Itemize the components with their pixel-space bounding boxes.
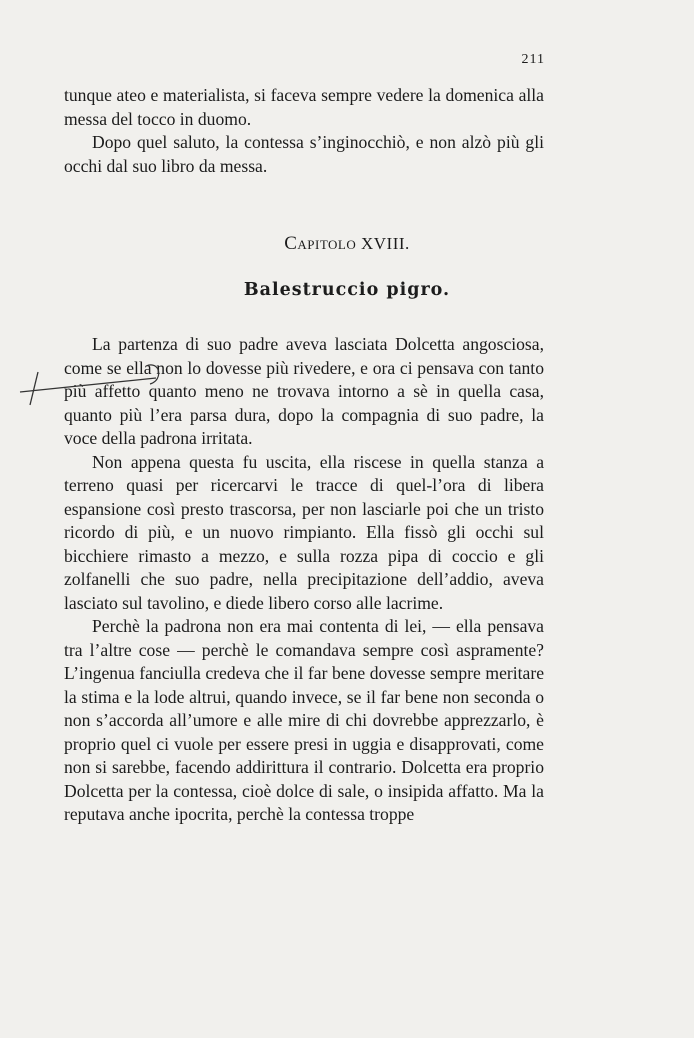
paragraph: Dopo quel saluto, la contessa s’inginocchiò, e non alzò più gli occhi dal suo libro da messa. — [64, 132, 544, 176]
page-number: 211 — [521, 52, 545, 67]
chapter-title: Balestruccio pigro. — [243, 280, 451, 300]
chapter-label-rest: APITOLO — [297, 237, 357, 252]
chapter-label-initial: C — [284, 233, 298, 254]
paragraph: Perchè la padrona non era mai contenta di lei, — ella pensava tra l’altre cose — perchè le comandava sempre così aspramente? L’ingenua fanciulla credeva che il far bene dovesse sempre meritare la stima e la lode altrui, quando invece, se il far bene non seconda o non s’accorda all’umore e alle mire di chi dovrebbe apprezzarlo, è proprio quel ci vuole per essere presi in uggia e disapprovati, come non si sarebbe, facendo addirittura il contrario. Dolcetta era proprio Dolcetta per la contessa, cioè dolce di sale, o insipida affatto. Ma la reputava anche ipocrita, perchè la contessa troppe — [64, 616, 544, 824]
body-text-block — [64, 333, 544, 827]
chapter-heading — [0, 233, 694, 255]
paragraph: tunque ateo e materialista, si faceva sempre vedere la domenica alla messa del tocco in duomo. — [64, 85, 544, 129]
chapter-number: XVIII. — [361, 234, 410, 253]
top-text-block — [64, 84, 544, 178]
paragraph: Non appena questa fu uscita, ella riscese in quella stanza a terreno quasi per ricercarvi le tracce di quel-l’ora di libera espansione così presto trascorsa, per non lasciarle poi che un tristo ricordo di più, e un nuovo rimpianto. Ella fissò gli occhi sul bicchiere rimasto a mezzo, e sulla rozza pipa di coccio e gli zolfanelli che suo padre, nella precipitazione dell’addio, aveva lasciato sul tavolino, e diede libero corso alle lacrime. — [64, 451, 544, 613]
paragraph: La partenza di suo padre aveva lasciata Dolcetta angosciosa, come se ella non lo dovesse più rivedere, e ora ci pensava con tanto più affetto quanto meno ne trovava intorno a sè in quella casa, quanto più l’era parsa dura, dopo la compagnia di suo padre, la voce della padrona irritata. — [64, 334, 544, 448]
